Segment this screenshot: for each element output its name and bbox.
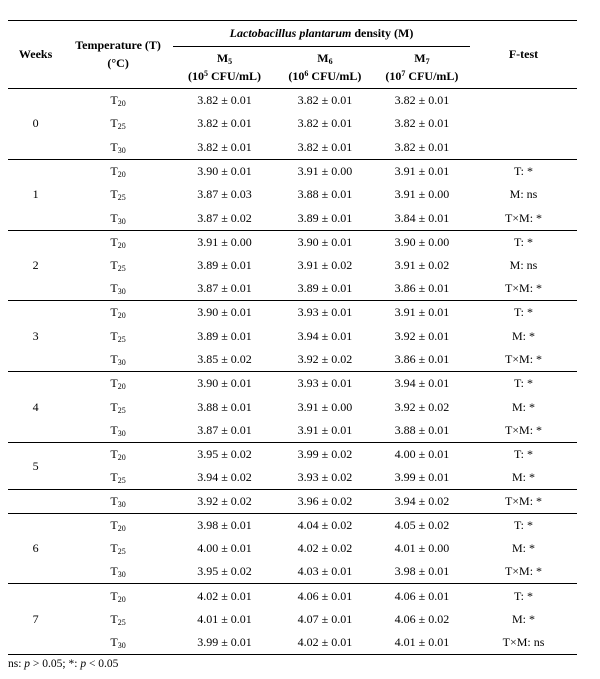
density-value-cell-m7: 3.94 ± 0.01 [394,376,450,391]
temperature-subscript: 20 [117,452,126,462]
density-value-cell-m5: 4.02 ± 0.01 [197,588,252,603]
ftest-cell: M: * [470,466,577,490]
ftest-cell: T: * [513,376,534,391]
ftest-cell: T×M: * [470,206,577,230]
density-value-cell-m5: 3.90 ± 0.01 [197,376,252,391]
temperature-subscript: 25 [117,122,126,132]
ftest-cell: M: * [511,611,535,626]
temperature-cell: $T_{30}$ [63,206,173,230]
m5-base: M [216,51,229,66]
ftest-cell: T: * [513,234,534,249]
density-value-cell-m5: 3.95 ± 0.02 [173,560,276,584]
header-row-top [8,21,577,47]
density-group-header [173,21,470,47]
density-value-cell-m7: 3.91 ± 0.02 [394,257,450,272]
density-value-cell-m6: 3.82 ± 0.01 [276,136,374,160]
ftest-cell: T×M: * [470,277,577,301]
density-value-cell-m7: 3.91 ± 0.00 [394,187,450,202]
table-row [8,301,577,325]
density-header-rest: density (M) [351,25,414,40]
table-row [8,254,577,278]
table-row [8,183,577,207]
temperature-subscript: 20 [117,311,126,321]
density-value-cell-m7: 4.06 ± 0.01 [394,588,450,603]
temperature-subscript: 30 [117,358,126,368]
ftest-cell: T: * [513,517,534,532]
density-value-cell-m5: 3.87 ± 0.01 [173,277,276,301]
table-row [8,395,577,419]
density-value-cell-m6: 4.04 ± 0.02 [297,517,353,532]
table-row [8,89,577,113]
m7-unit-post: CFU/mL) [405,68,459,83]
m7-column-header [374,47,470,89]
temperature-subscript: 30 [117,145,126,155]
ftest-cell: T: * [513,163,534,178]
species-name: Lactobacillus plantarum [229,25,352,40]
week-cell: 5 [8,442,63,489]
m6-subscript: 6 [328,57,333,67]
density-value-cell-m5: 3.95 ± 0.02 [197,446,252,461]
density-value-cell-m5: 3.82 ± 0.01 [173,136,276,160]
density-value-cell-m7: 3.86 ± 0.01 [374,348,470,372]
week-cell: 3 [8,301,63,372]
density-value-cell-m7: 4.06 ± 0.02 [394,611,450,626]
density-value-cell-m7: 3.84 ± 0.01 [374,206,470,230]
m5-column-header [173,47,276,89]
table-row [8,348,577,372]
density-value-cell-m6: 4.02 ± 0.02 [297,541,353,556]
table-row [8,419,577,443]
temperature-cell: $T_{20}$ [110,93,126,109]
footnote-p-symbol: p [24,658,31,670]
footnote [8,658,118,670]
density-value-cell-m6: 3.82 ± 0.01 [297,93,353,108]
density-value-cell-m6: 3.89 ± 0.01 [276,206,374,230]
m7-unit-pre: (10 [385,68,402,83]
temperature-cell: $T_{30}$ [63,348,173,372]
density-value-cell-m5: 3.89 ± 0.01 [197,328,252,343]
temperature-subscript: 30 [117,641,126,651]
table-row [8,584,577,608]
temperature-cell: $T_{25}$ [110,257,126,273]
temperature-cell: $T_{20}$ [110,163,126,179]
density-value-cell-m5: 4.00 ± 0.01 [197,541,252,556]
density-value-cell-m6: 3.89 ± 0.01 [276,277,374,301]
ftest-cell: M: ns [509,187,538,202]
temperature-subscript: 20 [117,240,126,250]
table-row [8,490,577,514]
density-value-cell-m5: 3.88 ± 0.01 [197,399,252,414]
m6-column-header [276,47,374,89]
temperature-cell: $T_{30}$ [63,277,173,301]
temperature-subscript: 20 [117,594,126,604]
week-cell [8,490,63,514]
temperature-cell: $T_{30}$ [63,631,173,655]
m6-unit-exponent: 6 [304,68,309,78]
table-row [8,442,577,466]
density-value-cell-m5: 3.92 ± 0.02 [173,490,276,514]
temperature-subscript: 30 [117,287,126,297]
density-value-cell-m6: 3.93 ± 0.01 [297,376,353,391]
m7-base: M [414,51,426,66]
temperature-subscript: 30 [117,499,126,509]
temperature-cell: $T_{20}$ [110,234,126,250]
ftest-cell: T×M: * [470,419,577,443]
week-cell: 1 [8,159,63,230]
table-row [8,277,577,301]
density-value-cell-m6: 3.92 ± 0.02 [276,348,374,372]
m7-subscript: 7 [425,57,430,67]
week-cell: 0 [8,89,63,160]
ftest-cell: T×M: * [470,348,577,372]
density-value-cell-m7: 3.91 ± 0.01 [394,163,450,178]
m6-unit-pre: (10 [288,68,305,83]
density-value-cell-m6: 4.03 ± 0.01 [276,560,374,584]
week-cell: 2 [8,230,63,301]
density-value-cell-m5: 3.87 ± 0.02 [173,206,276,230]
week-cell: 4 [8,372,63,443]
density-value-cell-m5: 3.87 ± 0.01 [173,419,276,443]
week-cell: 6 [8,513,63,584]
ftest-cell: M: * [511,541,535,556]
density-value-cell-m6: 3.93 ± 0.01 [297,305,353,320]
density-table [8,20,577,655]
density-value-cell-m7: 3.90 ± 0.00 [394,234,450,249]
ftest-cell: T: * [513,305,534,320]
density-value-cell-m5: 3.87 ± 0.03 [197,187,252,202]
density-value-cell-m5: 3.90 ± 0.01 [197,305,252,320]
weeks-header-label: Weeks [18,46,53,61]
m7-unit-exponent: 7 [401,68,406,78]
m5-subscript: 5 [228,57,233,67]
m5-unit-exponent: 5 [203,68,208,78]
ftest-cell: T×M: * [470,560,577,584]
table-row [8,372,577,396]
ftest-cell [470,136,577,160]
table-row [8,466,577,490]
ftest-cell [470,89,577,113]
temperature-subscript: 25 [117,547,126,557]
temperature-subscript: 20 [117,523,126,533]
density-value-cell-m6: 3.91 ± 0.02 [297,257,353,272]
ftest-cell [470,112,577,136]
temperature-cell: $T_{30}$ [63,560,173,584]
density-value-cell-m6: 3.88 ± 0.01 [297,187,353,202]
m6-unit-post: CFU/mL) [308,68,362,83]
footnote-text: ns: [8,658,25,670]
density-value-cell-m7: 4.00 ± 0.01 [394,446,450,461]
density-value-cell-m5: 3.98 ± 0.01 [197,517,252,532]
density-value-cell-m6: 3.99 ± 0.02 [297,446,353,461]
temperature-cell: $T_{25}$ [110,116,126,132]
density-value-cell-m6: 3.82 ± 0.01 [297,116,353,131]
table-body [8,89,577,655]
temperature-subscript: 20 [117,382,126,392]
density-value-cell-m7: 3.82 ± 0.01 [394,116,450,131]
density-value-cell-m7: 3.86 ± 0.01 [374,277,470,301]
ftest-cell: T: * [513,588,534,603]
density-value-cell-m6: 3.91 ± 0.00 [297,399,353,414]
temperature-cell: $T_{20}$ [110,305,126,321]
temperature-subscript: 30 [117,570,126,580]
ftest-cell: M: ns [509,257,538,272]
table-row [8,112,577,136]
temperature-subscript: 25 [117,263,126,273]
temperature-subscript: 25 [117,405,126,415]
footnote-text: > 0.05; *: [30,658,81,670]
temperature-cell: $T_{20}$ [110,376,126,392]
density-value-cell-m5: 3.99 ± 0.01 [173,631,276,655]
density-value-cell-m5: 3.89 ± 0.01 [197,257,252,272]
table-row [8,513,577,537]
density-value-cell-m6: 3.91 ± 0.01 [276,419,374,443]
density-value-cell-m5: 3.85 ± 0.02 [173,348,276,372]
density-value-cell-m5: 4.01 ± 0.01 [197,611,252,626]
ftest-cell: T×M: ns [470,631,577,655]
ftest-header-label: F-test [508,46,539,61]
density-value-cell-m7: 3.92 ± 0.01 [394,328,450,343]
table-row [8,537,577,561]
temperature-subscript: 25 [117,617,126,627]
density-value-cell-m7: 3.99 ± 0.01 [374,466,470,490]
ftest-cell: T: * [513,446,534,461]
ftest-cell: T×M: * [470,490,577,514]
density-value-cell-m7: 3.98 ± 0.01 [374,560,470,584]
table-row [8,324,577,348]
m5-unit-pre: (10 [187,68,204,83]
temperature-header-line1: Temperature (T) [75,38,161,53]
footnote-p-symbol: p [80,658,87,670]
density-value-cell-m5: 3.82 ± 0.01 [197,116,252,131]
table-row [8,608,577,632]
density-value-cell-m5: 3.90 ± 0.01 [197,163,252,178]
temperature-cell: $T_{30}$ [63,490,173,514]
temperature-subscript: 20 [117,169,126,179]
temperature-subscript: 25 [117,193,126,203]
table-row [8,136,577,160]
weeks-column-header [8,21,63,89]
density-value-cell-m5: 3.94 ± 0.02 [173,466,276,490]
density-value-cell-m5: 3.82 ± 0.01 [197,93,252,108]
temperature-subscript: 25 [117,334,126,344]
table-row [8,230,577,254]
temperature-header-line2: (°C) [107,55,129,70]
density-value-cell-m7: 3.91 ± 0.01 [394,305,450,320]
density-value-cell-m5: 3.91 ± 0.00 [197,234,252,249]
ftest-cell: M: * [511,399,535,414]
temperature-cell: $T_{25}$ [63,466,173,490]
table-row [8,631,577,655]
density-value-cell-m6: 3.90 ± 0.01 [297,234,353,249]
table-row [8,206,577,230]
temperature-subscript: 30 [117,216,126,226]
table-row [8,159,577,183]
density-value-cell-m6: 3.96 ± 0.02 [276,490,374,514]
density-value-cell-m7: 3.88 ± 0.01 [374,419,470,443]
temperature-cell: $T_{30}$ [63,136,173,160]
m6-base: M [317,51,329,66]
density-value-cell-m6: 3.91 ± 0.00 [297,163,353,178]
density-value-cell-m6: 4.02 ± 0.01 [276,631,374,655]
density-value-cell-m7: 3.92 ± 0.02 [394,399,450,414]
temperature-column-header [63,21,173,89]
table-row [8,560,577,584]
density-value-cell-m6: 3.93 ± 0.02 [276,466,374,490]
density-value-cell-m7: 3.94 ± 0.02 [374,490,470,514]
temperature-subscript: 30 [117,428,126,438]
density-value-cell-m7: 3.82 ± 0.01 [374,136,470,160]
temperature-cell: $T_{25}$ [110,611,126,627]
density-value-cell-m7: 4.05 ± 0.02 [394,517,450,532]
temperature-cell: $T_{25}$ [110,399,126,415]
m5-unit-post: CFU/mL) [207,68,261,83]
week-cell: 7 [8,584,63,655]
temperature-cell: $T_{25}$ [110,541,126,557]
density-value-cell-m6: 3.94 ± 0.01 [297,328,353,343]
temperature-cell: $T_{20}$ [110,446,126,462]
table-header [8,21,577,89]
temperature-cell: $T_{30}$ [63,419,173,443]
footnote-text: < 0.05 [86,658,119,670]
temperature-cell: $T_{25}$ [110,187,126,203]
ftest-column-header [470,21,577,89]
temperature-cell: $T_{25}$ [110,328,126,344]
ftest-cell: M: * [511,328,535,343]
density-value-cell-m7: 4.01 ± 0.01 [374,631,470,655]
temperature-cell: $T_{20}$ [110,517,126,533]
density-value-cell-m6: 4.06 ± 0.01 [297,588,353,603]
density-value-cell-m7: 3.82 ± 0.01 [394,93,450,108]
density-value-cell-m6: 4.07 ± 0.01 [297,611,353,626]
density-value-cell-m7: 4.01 ± 0.00 [394,541,450,556]
temperature-subscript: 20 [117,99,126,109]
temperature-subscript: 25 [117,476,126,486]
temperature-cell: $T_{20}$ [110,588,126,604]
